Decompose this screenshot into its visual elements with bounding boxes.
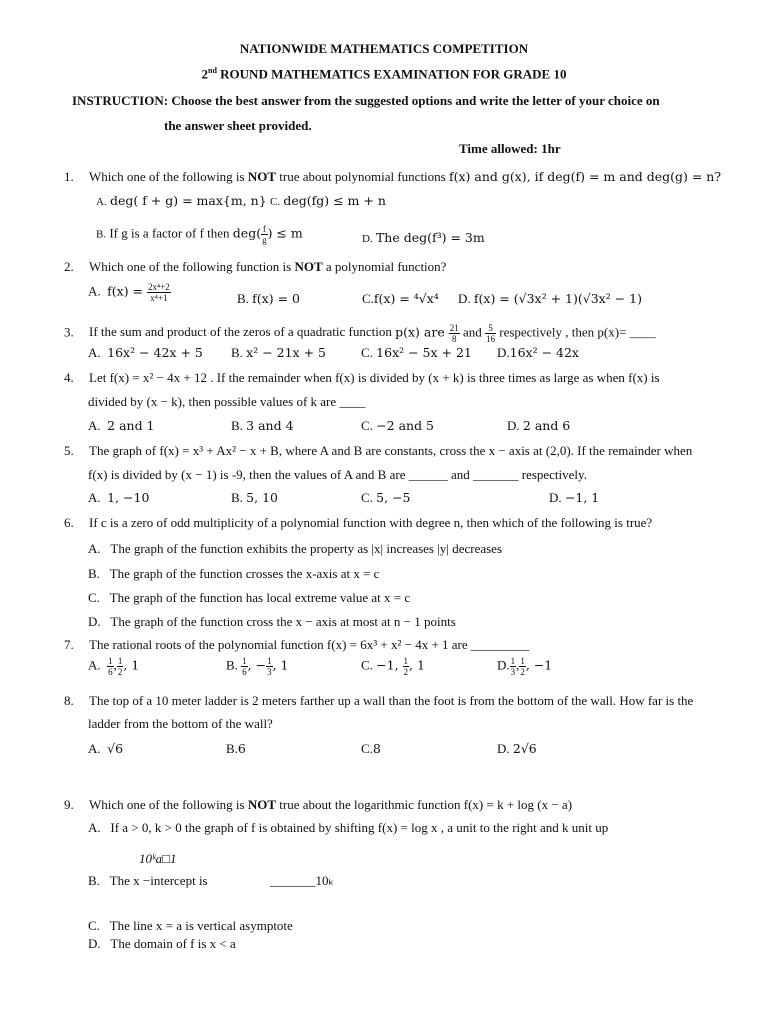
option-5c[interactable] [361, 490, 411, 506]
fraction-numerator: 1 [108, 656, 113, 666]
question-text: and [459, 324, 485, 340]
question-5 [64, 443, 692, 459]
option-text: 16x² − 42x + 5 [107, 345, 203, 360]
option-label: D. [549, 490, 562, 505]
option-3d[interactable] [497, 345, 579, 361]
option-4c[interactable] [361, 418, 434, 434]
question-text: The rational roots of the polynomial function f(x) = 6x³ + x² − 4x + 1 are _________ [89, 637, 530, 652]
question-text: Let f(x) = x² − 4x + 12 . If the remainder when f(x) is divided by (x + k) is three times as large as when f(x) is [89, 370, 660, 385]
fraction-denominator: 3 [510, 667, 516, 677]
option-text: 16x² − 5x + 21 [376, 345, 472, 360]
option-label: D. [497, 657, 510, 673]
option-text: 5, 10 [246, 490, 278, 505]
option-label: C. [361, 345, 373, 360]
instruction-text: Choose the best answer from the suggested options and write the letter of your choice on [168, 93, 660, 108]
fraction-denominator: 2 [520, 667, 525, 677]
option-2c[interactable] [362, 291, 439, 307]
option-label: B. [231, 490, 243, 505]
option-label: D. [88, 614, 101, 629]
option-text: The graph of the function crosses the x-axis at x = c [109, 566, 380, 581]
option-1d[interactable] [362, 230, 485, 246]
option-9b-expression: 10ᵏa□1 [139, 851, 177, 866]
option-label: B. [237, 291, 249, 306]
option-math: deg( [232, 225, 262, 241]
option-text: −2 and 5 [376, 418, 435, 433]
option-1b[interactable] [96, 224, 303, 245]
question-2 [64, 259, 446, 275]
option-9a[interactable] [88, 820, 608, 836]
option-text: If a > 0, k > 0 the graph of f is obtained by shifting f(x) = log x , a unit to the right and k unit up [110, 820, 609, 835]
option-label: B. [231, 418, 243, 433]
option-math: ) ≤ m [267, 225, 303, 241]
question-4 [64, 370, 660, 386]
option-1a[interactable] [96, 193, 267, 209]
fraction-denominator: 8 [451, 334, 457, 344]
option-math: −1, [376, 657, 403, 673]
option-2b[interactable] [237, 291, 300, 307]
option-label: C. [361, 741, 373, 756]
option-math: , 1 [123, 657, 140, 673]
question-text: Which one of the following is [89, 169, 248, 184]
fraction-numerator: f [262, 224, 266, 234]
fraction-denominator: g [262, 235, 267, 245]
option-9c[interactable] [88, 918, 293, 934]
option-math: , −1 [525, 657, 553, 673]
fraction-numerator: 1 [403, 656, 409, 666]
option-3b[interactable] [231, 345, 326, 361]
fraction-denominator: 6 [242, 667, 247, 677]
option-text: deg( f + g) = max{m, n} [109, 193, 267, 208]
option-text: 2 and 1 [107, 418, 155, 433]
option-label: D. [458, 291, 471, 306]
question-text: true about the logarithmic function f(x) = k + log (x − a) [276, 797, 573, 812]
option-label: A. [88, 283, 101, 299]
option-text: The line x = a is vertical asymptote [109, 918, 293, 933]
question-number: 7. [64, 637, 74, 652]
option-7c[interactable] [361, 656, 425, 677]
option-2d[interactable] [458, 291, 642, 307]
option-9b-blank: _______10ₖ [270, 873, 335, 888]
option-8d[interactable] [497, 741, 537, 757]
fraction-numerator: 21 [449, 323, 459, 333]
option-math: , − [247, 657, 267, 673]
option-label: A. [96, 196, 107, 208]
option-6a[interactable] [88, 541, 502, 557]
option-label: C. [270, 196, 281, 208]
option-8a[interactable] [88, 741, 123, 757]
option-text: 3 and 4 [246, 418, 294, 433]
fraction-numerator: 1 [510, 656, 516, 666]
exam-title [0, 66, 768, 82]
option-label: A. [88, 345, 101, 360]
option-label: B. [226, 657, 238, 673]
option-text: √6 [107, 741, 124, 756]
competition-title: NATIONWIDE MATHEMATICS COMPETITION [239, 41, 529, 56]
option-7b[interactable] [226, 656, 289, 677]
option-3c[interactable] [361, 345, 472, 361]
question-3 [64, 323, 656, 344]
option-label: C. [88, 590, 100, 605]
question-8-line2: ladder from the bottom of the wall? [88, 716, 273, 731]
option-text: 1, −10 [107, 490, 150, 505]
question-number: 4. [64, 370, 74, 385]
question-number: 2. [64, 259, 74, 274]
option-label: A. [88, 418, 101, 433]
option-label: A. [88, 541, 101, 556]
option-6d[interactable] [88, 614, 456, 630]
question-8 [64, 693, 693, 709]
instruction-text-2: the answer sheet provided. [164, 118, 312, 133]
round-number: 2 [201, 66, 209, 82]
question-text: The top of a 10 meter ladder is 2 meters farther up a wall than the foot is from the bottom of the wall. How far is the [89, 693, 694, 708]
time-allowed: Time allowed: 1hr [459, 141, 561, 156]
option-text: The x −intercept is [109, 873, 208, 888]
question-number: 6. [64, 515, 74, 530]
option-label: B. [226, 741, 238, 756]
fraction-denominator: 2 [117, 667, 123, 677]
option-text: 16x² − 42x [509, 345, 579, 360]
option-8b[interactable] [226, 741, 246, 757]
option-text: If g is a factor of f then [109, 225, 233, 241]
option-math: f(x) = [107, 283, 147, 299]
not-emphasis: NOT [247, 169, 277, 184]
question-number: 9. [64, 797, 74, 812]
question-text: The graph of f(x) = x³ + Ax² − x + B, where A and B are constants, cross the x − axis at (2,0). If the remainder when [89, 443, 693, 458]
instruction [72, 93, 660, 109]
option-text: The deg(f³) = 3m [375, 230, 485, 245]
option-label: D. [88, 936, 101, 951]
fraction-numerator: 1 [520, 656, 525, 666]
option-7a[interactable]: A. $\frac{1}{6}$ , $\frac{1}{2}$ , 1 [88, 656, 140, 677]
option-3a[interactable] [88, 345, 203, 361]
question-6 [64, 515, 652, 531]
option-label: B. [231, 345, 243, 360]
option-4d[interactable] [507, 418, 570, 434]
option-text: 8 [372, 741, 381, 756]
fraction-numerator: 5 [485, 323, 496, 334]
option-label: B. [88, 873, 100, 888]
question-1 [64, 169, 721, 185]
question-9 [64, 797, 572, 813]
option-text: −1, 1 [564, 490, 600, 505]
option-7d[interactable]: D. $\frac{1}{3}$ , $\frac{1}{2}$ , −1 [497, 656, 553, 677]
option-label: D. [497, 741, 510, 756]
question-text: true about polynomial functions [276, 169, 449, 184]
question-5-line2: f(x) is divided by (x − 1) is -9, then the values of A and B are ______ and _______ respectively. [88, 467, 587, 482]
option-text: The graph of the function has local extreme value at x = c [109, 590, 411, 605]
question-text: a polynomial function? [322, 259, 447, 274]
option-math: , 1 [272, 657, 289, 673]
option-9d[interactable] [88, 936, 236, 952]
option-text: f(x) = (√3x² + 1)(√3x² − 1) [473, 291, 642, 306]
question-number: 3. [64, 324, 74, 340]
option-math: , 1 [409, 657, 425, 673]
option-label: C. [361, 657, 373, 673]
option-label: D. [362, 233, 373, 245]
option-label: A. [88, 657, 101, 673]
question-math: f(x) and g(x), if deg(f) = m and deg(g) = n? [448, 169, 722, 184]
option-4b[interactable] [231, 418, 294, 434]
question-7 [64, 637, 529, 653]
option-5a[interactable] [88, 490, 149, 506]
fraction-numerator: 2x⁴+2 [148, 282, 170, 292]
question-number: 8. [64, 693, 74, 708]
option-text: f(x) = 0 [252, 291, 300, 306]
exam-title-text: ROUND MATHEMATICS EXAMINATION FOR GRADE 10 [216, 66, 567, 82]
question-math: p(x) are [395, 324, 449, 340]
option-text: The graph of the function cross the x − axis at most at n − 1 points [110, 614, 456, 629]
option-text: 2 and 6 [522, 418, 571, 433]
option-label: B. [96, 228, 107, 241]
fraction-denominator: 3 [267, 667, 272, 677]
fraction-denominator: 16 [485, 334, 495, 344]
option-2a[interactable] [88, 282, 171, 303]
option-text: The graph of the function exhibits the property as |x| increases |y| decreases [110, 541, 502, 556]
option-label: C. [361, 418, 373, 433]
option-label: A. [88, 490, 101, 505]
option-text: 2√6 [512, 741, 537, 756]
fraction-numerator: 1 [267, 656, 272, 666]
fraction-denominator: x⁴+1 [150, 293, 168, 303]
question-text: respectively , then p(x)= ____ [495, 324, 656, 340]
question-4-line2: divided by (x − k), then possible values of k are ____ [88, 394, 366, 409]
question-number: 5. [64, 443, 74, 458]
option-5b[interactable] [231, 490, 278, 506]
option-text: f(x) = ⁴√x⁴ [373, 291, 439, 306]
option-text: deg(fg) ≤ m + n [283, 193, 386, 208]
option-text: 6 [237, 741, 246, 756]
question-number: 1. [64, 169, 74, 184]
fraction-denominator: 2 [403, 667, 409, 677]
option-label: C. [362, 291, 374, 306]
question-text: Which one of the following is [89, 797, 248, 812]
option-label: D. [507, 418, 520, 433]
option-label: C. [88, 918, 100, 933]
option-4a[interactable] [88, 418, 155, 434]
not-emphasis: NOT [247, 797, 277, 812]
option-label: A. [88, 741, 101, 756]
option-5d[interactable] [549, 490, 599, 506]
option-6b[interactable] [88, 566, 379, 582]
round-suffix: nd [208, 66, 217, 75]
instruction-label: INSTRUCTION: [72, 93, 169, 108]
option-9b[interactable] [88, 873, 208, 889]
option-label: A. [88, 820, 101, 835]
question-text: If c is a zero of odd multiplicity of a polynomial function with degree n, then which of the following is true? [89, 515, 653, 530]
question-text: Which one of the following function is [89, 259, 295, 274]
option-1c[interactable] [270, 193, 386, 209]
option-text: 5, −5 [376, 490, 411, 505]
option-6c[interactable] [88, 590, 410, 606]
option-label: B. [88, 566, 100, 581]
fraction-denominator: 6 [108, 667, 113, 677]
not-emphasis: NOT [294, 259, 323, 274]
option-8c[interactable] [361, 741, 381, 757]
question-text: If the sum and product of the zeros of a quadratic function [89, 324, 396, 340]
option-text: The domain of f is x < a [110, 936, 236, 951]
option-label: D. [497, 345, 510, 360]
option-text: x² − 21x + 5 [246, 345, 326, 360]
fraction-numerator: 1 [117, 656, 123, 666]
fraction-numerator: 1 [242, 656, 247, 666]
option-label: C. [361, 490, 373, 505]
